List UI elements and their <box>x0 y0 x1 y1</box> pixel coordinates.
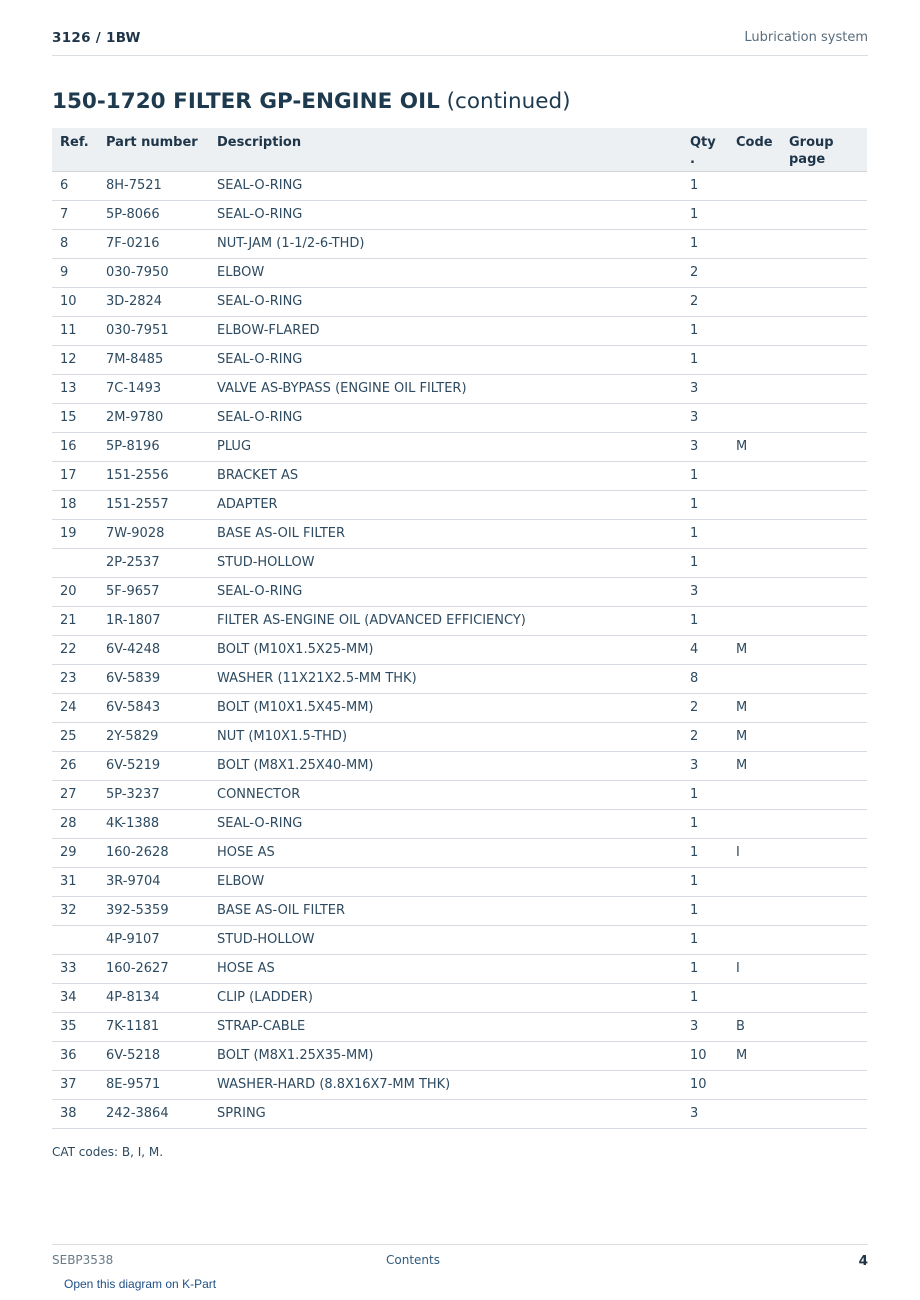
cell-group-page <box>781 490 867 519</box>
cell-description: SPRING <box>209 1099 682 1128</box>
cell-part-number[interactable]: 8E-9571 <box>98 1070 209 1099</box>
cell-group-page <box>781 606 867 635</box>
cell-code: M <box>728 1041 781 1070</box>
cell-code: M <box>728 432 781 461</box>
cell-part-number[interactable]: 151-2557 <box>98 490 209 519</box>
table-row <box>52 548 867 577</box>
cell-ref: 9 <box>52 258 98 287</box>
cell-code <box>728 780 781 809</box>
table-row <box>52 751 867 780</box>
document-id: SEBP3538 <box>52 1253 114 1267</box>
cell-code: I <box>728 838 781 867</box>
cell-group-page <box>781 432 867 461</box>
table-row <box>52 229 867 258</box>
cell-qty: 1 <box>682 171 728 200</box>
cell-group-page <box>781 1099 867 1128</box>
cell-code <box>728 316 781 345</box>
cell-description: HOSE AS <box>209 838 682 867</box>
cell-group-page <box>781 461 867 490</box>
cell-qty: 3 <box>682 374 728 403</box>
cell-qty: 2 <box>682 287 728 316</box>
cell-part-number[interactable]: 030-7951 <box>98 316 209 345</box>
cell-part-number[interactable]: 7C-1493 <box>98 374 209 403</box>
cell-group-page <box>781 954 867 983</box>
cell-code <box>728 809 781 838</box>
cell-ref: 16 <box>52 432 98 461</box>
cell-part-number[interactable]: 4P-8134 <box>98 983 209 1012</box>
table-row <box>52 867 867 896</box>
cell-description: HOSE AS <box>209 954 682 983</box>
cell-ref: 7 <box>52 200 98 229</box>
cell-ref: 38 <box>52 1099 98 1128</box>
cell-group-page <box>781 374 867 403</box>
cell-description: STRAP-CABLE <box>209 1012 682 1041</box>
table-row <box>52 606 867 635</box>
footer-divider <box>52 1244 868 1245</box>
table-row <box>52 345 867 374</box>
cell-qty: 1 <box>682 896 728 925</box>
table-row <box>52 171 867 200</box>
table-row <box>52 722 867 751</box>
cell-group-page <box>781 838 867 867</box>
title-suffix: (continued) <box>446 89 571 114</box>
col-ref-header: Ref. <box>52 128 98 171</box>
cell-code <box>728 519 781 548</box>
cell-code <box>728 345 781 374</box>
cell-group-page <box>781 229 867 258</box>
cat-codes-note: CAT codes: B, I, M. <box>52 1145 164 1159</box>
cell-group-page <box>781 693 867 722</box>
table-row <box>52 954 867 983</box>
cell-qty: 1 <box>682 200 728 229</box>
cell-code <box>728 403 781 432</box>
cell-code: I <box>728 954 781 983</box>
cell-qty: 3 <box>682 751 728 780</box>
cell-description: BOLT (M10X1.5X25-MM) <box>209 635 682 664</box>
cell-part-number[interactable]: 7K-1181 <box>98 1012 209 1041</box>
cell-group-page <box>781 1041 867 1070</box>
cell-qty: 3 <box>682 432 728 461</box>
cell-part-number[interactable]: 6V-4248 <box>98 635 209 664</box>
cell-qty: 1 <box>682 461 728 490</box>
table-row <box>52 664 867 693</box>
cell-description: SEAL-O-RING <box>209 200 682 229</box>
cell-ref: 32 <box>52 896 98 925</box>
cell-code <box>728 664 781 693</box>
cell-part-number[interactable]: 7F-0216 <box>98 229 209 258</box>
col-group-header: Group page <box>781 128 867 171</box>
cell-group-page <box>781 809 867 838</box>
cell-part-number[interactable]: 4K-1388 <box>98 809 209 838</box>
cell-ref: 12 <box>52 345 98 374</box>
table-header-row <box>52 128 867 171</box>
cell-qty: 1 <box>682 983 728 1012</box>
cell-part-number[interactable]: 5P-3237 <box>98 780 209 809</box>
cell-ref: 6 <box>52 171 98 200</box>
cell-ref: 35 <box>52 1012 98 1041</box>
page-number: 4 <box>858 1253 868 1269</box>
cell-description: ELBOW <box>209 258 682 287</box>
cell-qty: 10 <box>682 1041 728 1070</box>
contents-link[interactable]: Contents <box>386 1253 440 1267</box>
table-row <box>52 809 867 838</box>
cell-qty: 1 <box>682 519 728 548</box>
cell-part-number[interactable]: 160-2628 <box>98 838 209 867</box>
table-row <box>52 635 867 664</box>
cell-ref: 8 <box>52 229 98 258</box>
col-code-header: Code <box>728 128 781 171</box>
cell-ref: 31 <box>52 867 98 896</box>
cell-part-number[interactable]: 6V-5843 <box>98 693 209 722</box>
cell-part-number[interactable]: 4P-9107 <box>98 925 209 954</box>
cell-code <box>728 1099 781 1128</box>
table-row <box>52 287 867 316</box>
cell-ref: 37 <box>52 1070 98 1099</box>
table-row <box>52 200 867 229</box>
cell-description: BRACKET AS <box>209 461 682 490</box>
cell-ref: 10 <box>52 287 98 316</box>
cell-qty: 1 <box>682 229 728 258</box>
cell-code <box>728 200 781 229</box>
table-row <box>52 519 867 548</box>
cell-description: BASE AS-OIL FILTER <box>209 519 682 548</box>
cell-ref: 36 <box>52 1041 98 1070</box>
table-row <box>52 461 867 490</box>
cell-qty: 1 <box>682 838 728 867</box>
cell-code <box>728 229 781 258</box>
table-row <box>52 432 867 461</box>
cell-group-page <box>781 345 867 374</box>
cell-part-number[interactable]: 1R-1807 <box>98 606 209 635</box>
cell-qty: 1 <box>682 780 728 809</box>
cell-part-number[interactable]: 5P-8066 <box>98 200 209 229</box>
cell-group-page <box>781 577 867 606</box>
cell-ref: 27 <box>52 780 98 809</box>
cell-description: PLUG <box>209 432 682 461</box>
cell-qty: 1 <box>682 548 728 577</box>
cell-code: M <box>728 635 781 664</box>
cell-qty: 3 <box>682 577 728 606</box>
table-row <box>52 490 867 519</box>
cell-qty: 2 <box>682 722 728 751</box>
model-label: 3126 / 1BW <box>52 30 141 46</box>
cell-part-number[interactable]: 5F-9657 <box>98 577 209 606</box>
cell-ref: 26 <box>52 751 98 780</box>
cell-qty: 1 <box>682 925 728 954</box>
table-row <box>52 896 867 925</box>
cell-code <box>728 490 781 519</box>
cell-description: ELBOW-FLARED <box>209 316 682 345</box>
cell-description: NUT (M10X1.5-THD) <box>209 722 682 751</box>
cell-code: M <box>728 693 781 722</box>
table-row <box>52 983 867 1012</box>
cell-qty: 1 <box>682 809 728 838</box>
title-group: 150-1720 FILTER GP-ENGINE OIL <box>52 89 440 114</box>
cell-ref: 17 <box>52 461 98 490</box>
cell-code <box>728 577 781 606</box>
cell-group-page <box>781 983 867 1012</box>
cell-description: SEAL-O-RING <box>209 171 682 200</box>
cell-part-number[interactable]: 2M-9780 <box>98 403 209 432</box>
cell-code <box>728 983 781 1012</box>
parts-table <box>52 128 867 1129</box>
cell-ref: 13 <box>52 374 98 403</box>
cell-part-number[interactable]: 030-7950 <box>98 258 209 287</box>
cell-part-number[interactable]: 2Y-5829 <box>98 722 209 751</box>
cell-ref: 18 <box>52 490 98 519</box>
cell-group-page <box>781 635 867 664</box>
cell-part-number[interactable]: 242-3864 <box>98 1099 209 1128</box>
col-part-header: Part number <box>98 128 209 171</box>
cell-description: SEAL-O-RING <box>209 577 682 606</box>
cell-description: WASHER (11X21X2.5-MM THK) <box>209 664 682 693</box>
cell-code <box>728 925 781 954</box>
cell-description: WASHER-HARD (8.8X16X7-MM THK) <box>209 1070 682 1099</box>
cell-description: SEAL-O-RING <box>209 403 682 432</box>
cell-description: BOLT (M8X1.25X35-MM) <box>209 1041 682 1070</box>
cell-ref: 20 <box>52 577 98 606</box>
cell-qty: 1 <box>682 954 728 983</box>
cell-ref <box>52 925 98 954</box>
cell-group-page <box>781 1070 867 1099</box>
table-row <box>52 1012 867 1041</box>
cell-qty: 3 <box>682 1099 728 1128</box>
cell-code <box>728 171 781 200</box>
cell-group-page <box>781 287 867 316</box>
cell-qty: 1 <box>682 606 728 635</box>
cell-group-page <box>781 1012 867 1041</box>
cell-group-page <box>781 258 867 287</box>
cell-description: FILTER AS-ENGINE OIL (ADVANCED EFFICIENCY) <box>209 606 682 635</box>
cell-group-page <box>781 664 867 693</box>
cell-code <box>728 606 781 635</box>
table-row <box>52 693 867 722</box>
cell-qty: 8 <box>682 664 728 693</box>
cell-ref: 21 <box>52 606 98 635</box>
cell-ref: 11 <box>52 316 98 345</box>
cell-qty: 1 <box>682 316 728 345</box>
page-title <box>52 89 571 114</box>
cell-description: BOLT (M10X1.5X45-MM) <box>209 693 682 722</box>
cell-code <box>728 896 781 925</box>
cell-qty: 1 <box>682 867 728 896</box>
cell-description: BOLT (M8X1.25X40-MM) <box>209 751 682 780</box>
cell-description: STUD-HOLLOW <box>209 548 682 577</box>
cell-qty: 2 <box>682 258 728 287</box>
cell-part-number[interactable]: 3D-2824 <box>98 287 209 316</box>
table-row <box>52 1041 867 1070</box>
table-row <box>52 403 867 432</box>
cell-ref: 25 <box>52 722 98 751</box>
cell-description: SEAL-O-RING <box>209 345 682 374</box>
cell-description: SEAL-O-RING <box>209 287 682 316</box>
cell-description: CLIP (LADDER) <box>209 983 682 1012</box>
table-row <box>52 316 867 345</box>
cell-ref: 24 <box>52 693 98 722</box>
cell-group-page <box>781 751 867 780</box>
col-qty-header: Qty . <box>682 128 728 171</box>
cell-description: VALVE AS-BYPASS (ENGINE OIL FILTER) <box>209 374 682 403</box>
cell-group-page <box>781 519 867 548</box>
cell-code: M <box>728 751 781 780</box>
cell-code <box>728 461 781 490</box>
cell-description: ADAPTER <box>209 490 682 519</box>
cell-description: SEAL-O-RING <box>209 809 682 838</box>
col-desc-header: Description <box>209 128 682 171</box>
cell-part-number[interactable]: 6V-5218 <box>98 1041 209 1070</box>
cell-part-number[interactable]: 5P-8196 <box>98 432 209 461</box>
table-row <box>52 838 867 867</box>
cell-qty: 4 <box>682 635 728 664</box>
cell-part-number[interactable]: 3R-9704 <box>98 867 209 896</box>
cell-code <box>728 1070 781 1099</box>
cell-group-page <box>781 200 867 229</box>
cell-description: BASE AS-OIL FILTER <box>209 896 682 925</box>
table-row <box>52 925 867 954</box>
cell-group-page <box>781 403 867 432</box>
cell-qty: 1 <box>682 490 728 519</box>
cell-group-page <box>781 896 867 925</box>
cell-qty: 2 <box>682 693 728 722</box>
kpart-link[interactable]: Open this diagram on K-Part <box>64 1277 217 1291</box>
cell-group-page <box>781 316 867 345</box>
cell-qty: 1 <box>682 345 728 374</box>
cell-part-number[interactable]: 6V-5219 <box>98 751 209 780</box>
cell-qty: 3 <box>682 403 728 432</box>
cell-description: NUT-JAM (1-1/2-6-THD) <box>209 229 682 258</box>
table-row <box>52 1099 867 1128</box>
cell-code: M <box>728 722 781 751</box>
cell-group-page <box>781 780 867 809</box>
cell-ref: 28 <box>52 809 98 838</box>
cell-description: ELBOW <box>209 867 682 896</box>
cell-part-number[interactable]: 392-5359 <box>98 896 209 925</box>
cell-ref: 33 <box>52 954 98 983</box>
cell-group-page <box>781 925 867 954</box>
cell-ref: 15 <box>52 403 98 432</box>
cell-ref: 34 <box>52 983 98 1012</box>
cell-part-number[interactable]: 6V-5839 <box>98 664 209 693</box>
cell-qty: 10 <box>682 1070 728 1099</box>
cell-part-number[interactable]: 8H-7521 <box>98 171 209 200</box>
table-row <box>52 374 867 403</box>
cell-ref: 19 <box>52 519 98 548</box>
cell-part-number[interactable]: 160-2627 <box>98 954 209 983</box>
table-row <box>52 1070 867 1099</box>
cell-group-page <box>781 171 867 200</box>
cell-part-number[interactable]: 151-2556 <box>98 461 209 490</box>
cell-group-page <box>781 722 867 751</box>
cell-part-number[interactable]: 7M-8485 <box>98 345 209 374</box>
table-row <box>52 258 867 287</box>
cell-code: B <box>728 1012 781 1041</box>
table-row <box>52 577 867 606</box>
table-row <box>52 780 867 809</box>
cell-group-page <box>781 548 867 577</box>
cell-code <box>728 374 781 403</box>
cell-part-number[interactable]: 7W-9028 <box>98 519 209 548</box>
cell-ref: 23 <box>52 664 98 693</box>
cell-ref <box>52 548 98 577</box>
cell-code <box>728 258 781 287</box>
page-header <box>52 22 868 56</box>
cell-code <box>728 867 781 896</box>
cell-code <box>728 548 781 577</box>
cell-group-page <box>781 867 867 896</box>
cell-description: CONNECTOR <box>209 780 682 809</box>
cell-description: STUD-HOLLOW <box>209 925 682 954</box>
cell-ref: 22 <box>52 635 98 664</box>
cell-part-number[interactable]: 2P-2537 <box>98 548 209 577</box>
cell-ref: 29 <box>52 838 98 867</box>
cell-qty: 3 <box>682 1012 728 1041</box>
section-label: Lubrication system <box>744 30 868 45</box>
cell-code <box>728 287 781 316</box>
